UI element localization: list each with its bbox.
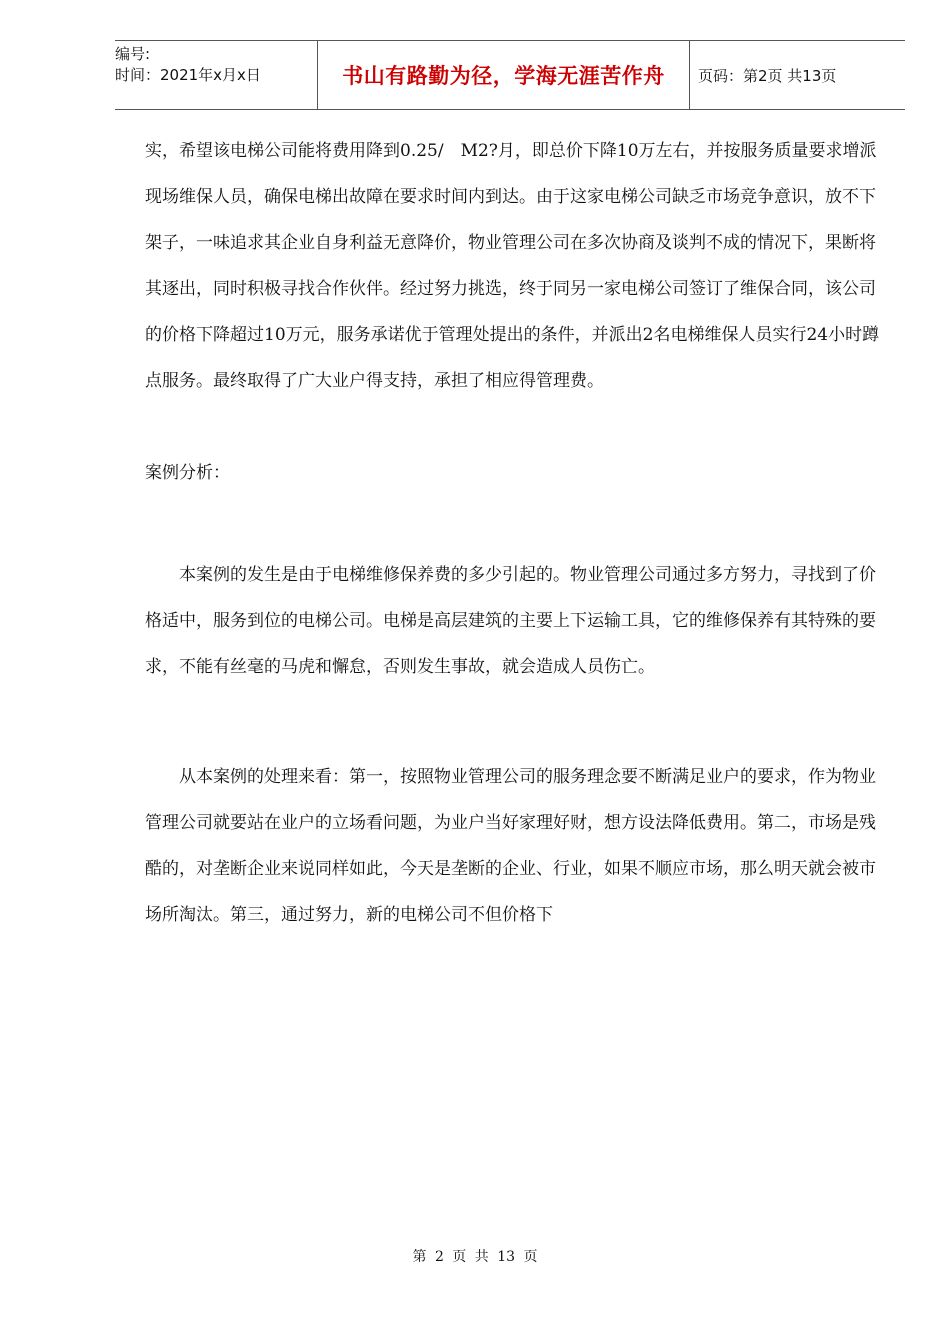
document-body	[145, 128, 885, 938]
header-meta	[115, 41, 317, 109]
body-paragraph-3: 从本案例的处理来看：第一，按照物业管理公司的服务理念要不断满足业户的要求，作为物业管理公司就要站在业户的立场看问题，为业户当好家理好财，想方设法降低费用。第二，市场是残酷的，对垄断企业来说同样如此，今天是垄断的企业、行业，如果不顺应市场，那么明天就会被市场所淘汰。第三，通过努力，新的电梯公司不但价格下	[145, 767, 876, 925]
document-time-label: 时间：2021年x月x日	[115, 66, 261, 84]
paragraph-gap	[145, 690, 885, 754]
body-paragraph-1: 实，希望该电梯公司能将费用降到0.25/ M2?月，即总价下降10万左右，并按服务质量要求增派现场维保人员，确保电梯出故障在要求时间内到达。由于这家电梯公司缺乏市场竞争意识，放不下架子，一味追求其企业自身利益无意降价，物业管理公司在多次协商及谈判不成的情况下，果断将其逐出，同时积极寻找合作伙伴。经过努力挑选，终于同另一家电梯公司签订了维保合同，该公司的价格下降超过10万元，服务承诺优于管理处提出的条件，并派出2名电梯维保人员实行24小时蹲点服务。最终取得了广大业户得支持，承担了相应得管理费。	[145, 141, 880, 391]
header-page-cell	[690, 41, 905, 109]
body-paragraph-2: 本案例的发生是由于电梯维修保养费的多少引起的。物业管理公司通过多方努力，寻找到了价格适中，服务到位的电梯公司。电梯是高层建筑的主要上下运输工具，它的维修保养有其特殊的要求，不能有丝毫的马虎和懈怠，否则发生事故，就会造成人员伤亡。	[145, 565, 876, 677]
section-heading: 案例分析：	[145, 463, 230, 483]
document-number-label: 编号:	[115, 45, 151, 63]
paragraph-gap	[145, 404, 885, 450]
page-footer: 第 2 页 共 13 页	[412, 1249, 538, 1265]
header-motto: 书山有路勤为径，学海无涯苦作舟	[342, 64, 665, 88]
paragraph-gap	[145, 496, 885, 552]
page-header	[115, 40, 905, 110]
header-page-number: 页码：第2页 共13页	[698, 66, 837, 85]
header-motto-cell	[317, 41, 690, 109]
